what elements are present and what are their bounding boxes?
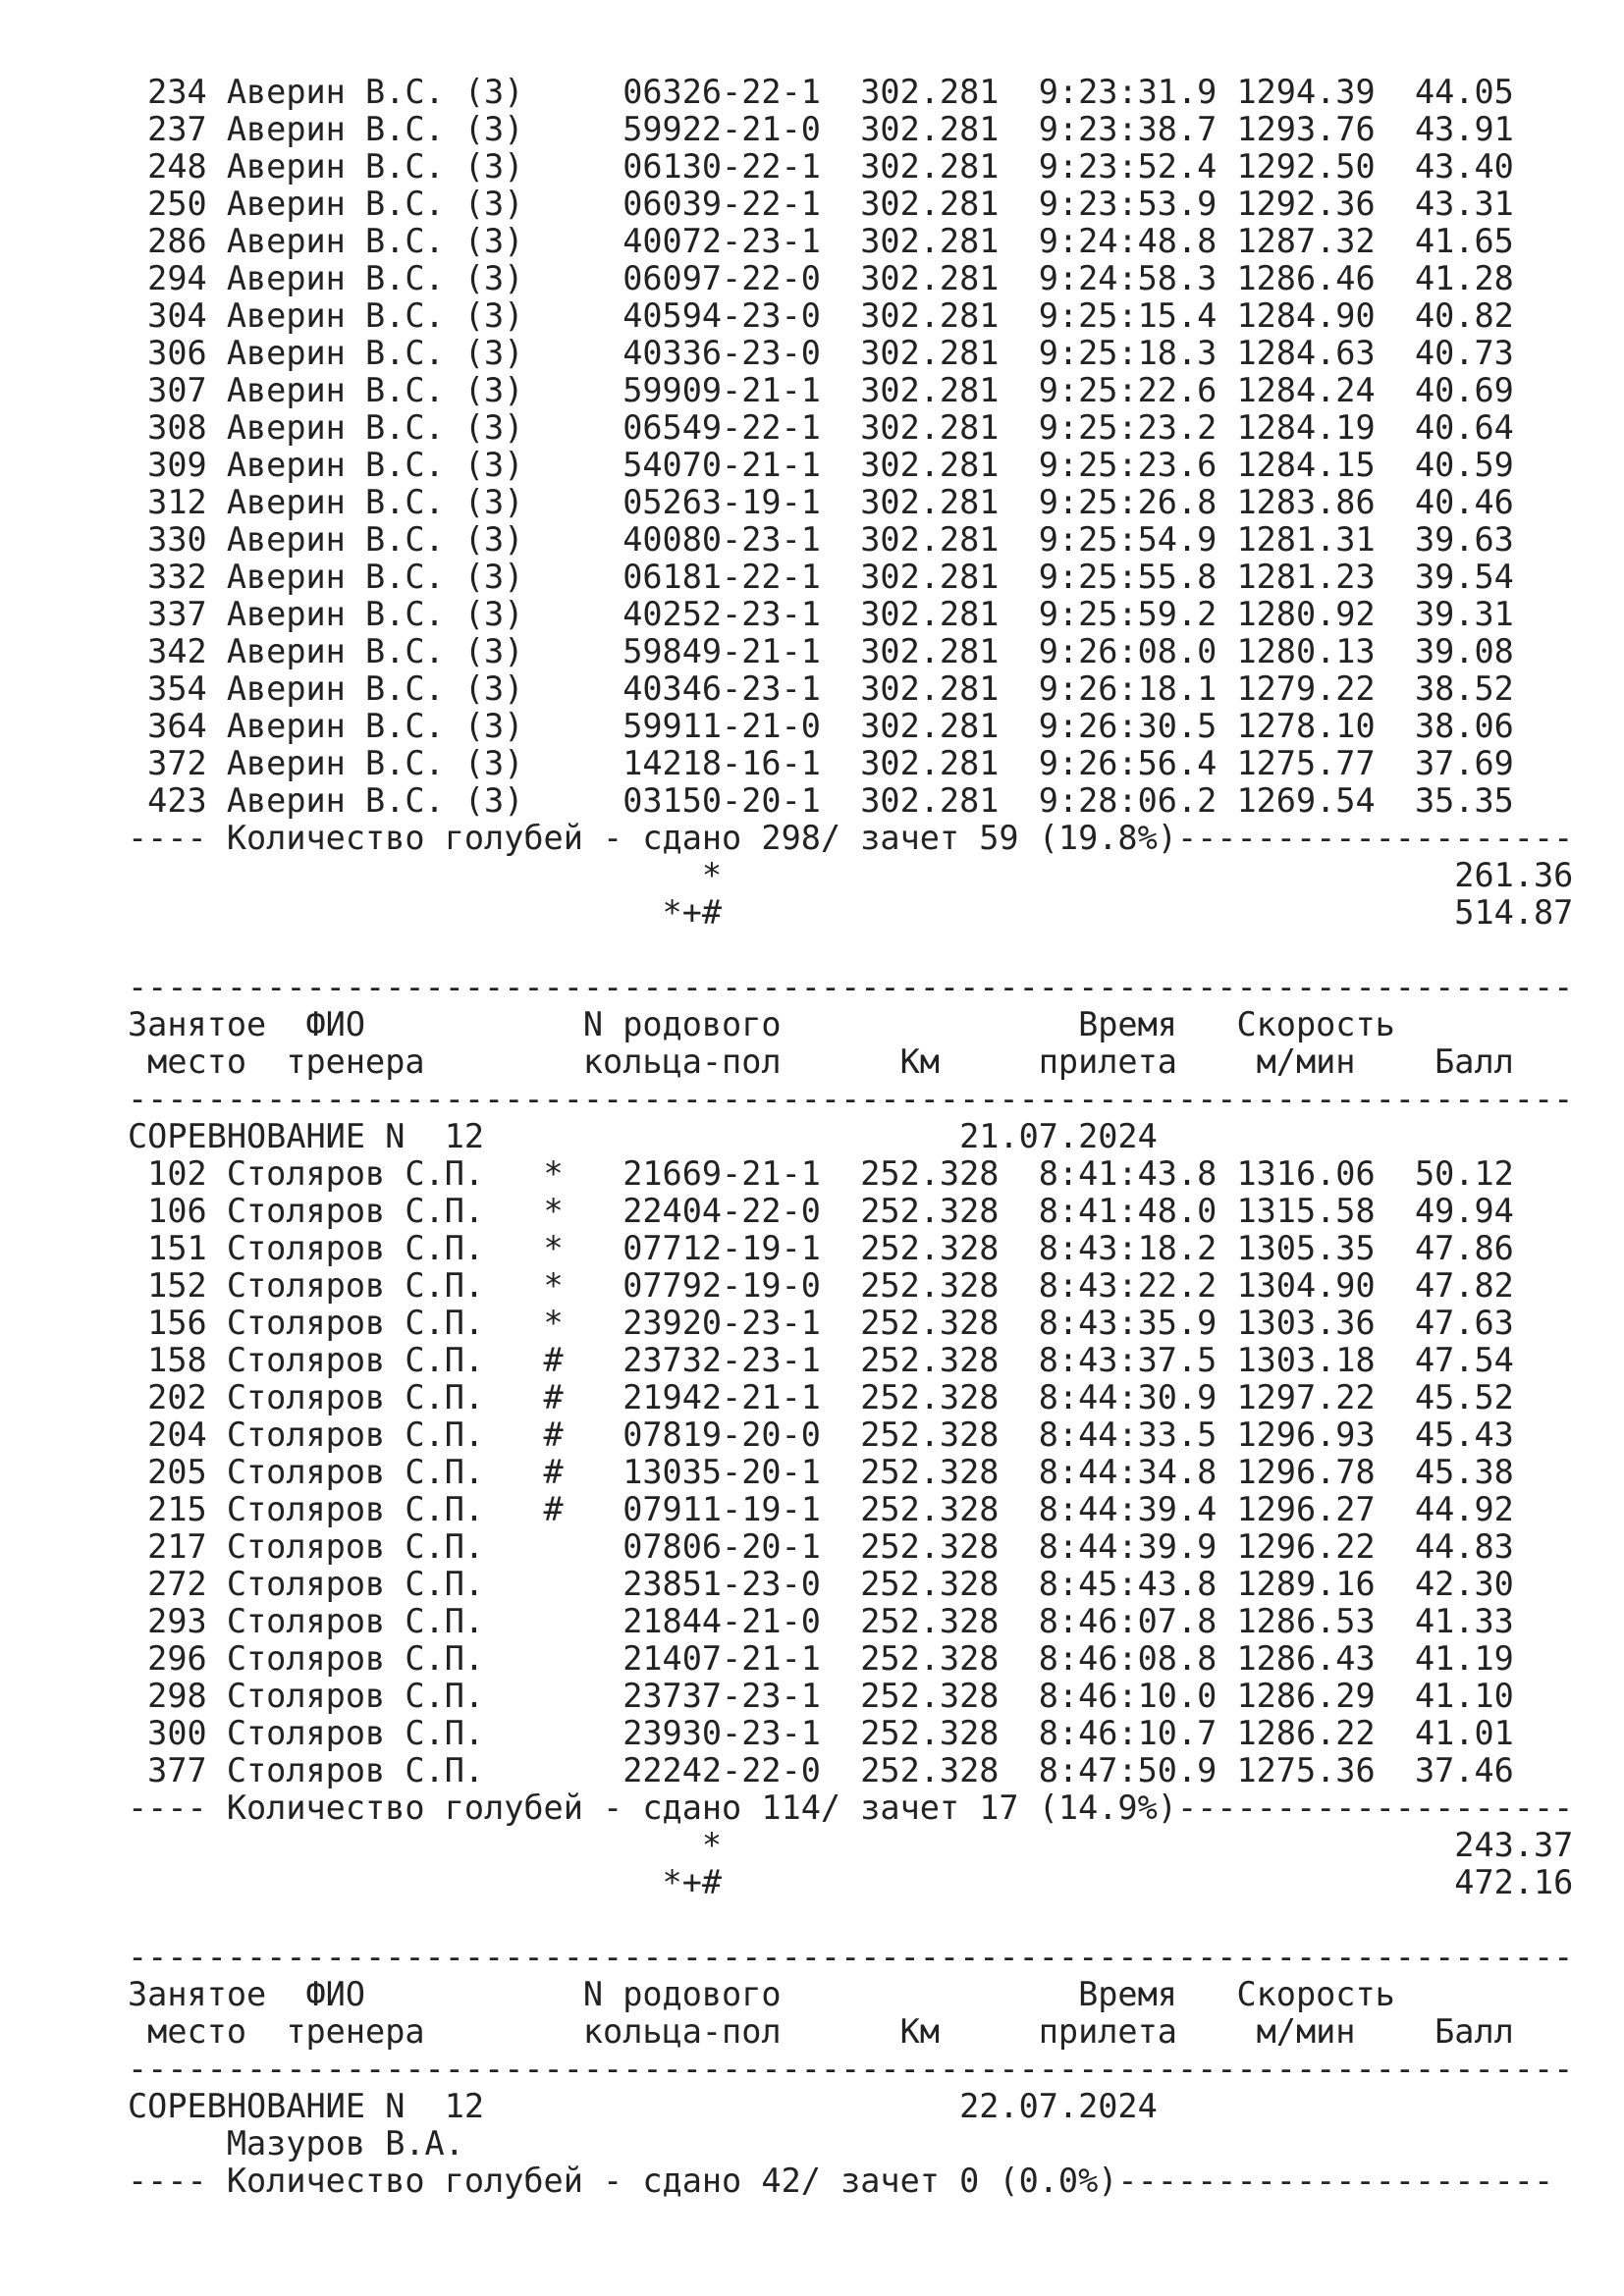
result-row: 298 Столяров С.П. 23737-23-1 252.328 8:46:10.0 1286.29 41.10 <box>128 1677 1514 1715</box>
result-row: 250 Аверин В.С. (З) 06039-22-1 302.281 9:23:53.9 1292.36 43.31 <box>128 185 1514 223</box>
trainer-name: Мазуров В.А. <box>128 2124 464 2163</box>
column-header: Занятое ФИО N родового Время Скорость <box>128 1975 1395 2013</box>
result-row: 377 Столяров С.П. 22242-22-0 252.328 8:47:50.9 1275.36 37.46 <box>128 1751 1514 1789</box>
result-row: 286 Аверин В.С. (З) 40072-23-1 302.281 9:24:48.8 1287.32 41.65 <box>128 222 1514 260</box>
result-row: 330 Аверин В.С. (З) 40080-23-1 302.281 9:25:54.9 1281.31 39.63 <box>128 520 1514 559</box>
result-row: 202 Столяров С.П. # 21942-21-1 252.328 8:44:30.9 1297.22 45.52 <box>128 1378 1514 1416</box>
divider: ------------------------------------------------------------------------- <box>128 968 1574 1006</box>
result-row: 342 Аверин В.С. (З) 59849-21-1 302.281 9:26:08.0 1280.13 39.08 <box>128 632 1514 670</box>
result-row: 158 Столяров С.П. # 23732-23-1 252.328 8:43:37.5 1303.18 47.54 <box>128 1341 1514 1379</box>
result-row: 152 Столяров С.П. * 07792-19-0 252.328 8:43:22.2 1304.90 47.82 <box>128 1266 1514 1305</box>
pigeon-count-summary: ---- Количество голубей - сдано 298/ зачет 59 (19.8%)-------------------- <box>128 819 1574 857</box>
result-row: 300 Столяров С.П. 23930-23-1 252.328 8:46:10.7 1286.22 41.01 <box>128 1714 1514 1752</box>
result-row: 304 Аверин В.С. (З) 40594-23-0 302.281 9:25:15.4 1284.90 40.82 <box>128 296 1514 335</box>
result-row: 217 Столяров С.П. 07806-20-1 252.328 8:44:39.9 1296.22 44.83 <box>128 1527 1514 1566</box>
competition-title: СОРЕВНОВАНИЕ N 12 21.07.2024 <box>128 1117 1158 1155</box>
result-row: 272 Столяров С.П. 23851-23-0 252.328 8:45:43.8 1289.16 42.30 <box>128 1565 1514 1603</box>
result-row: 337 Аверин В.С. (З) 40252-23-1 302.281 9:25:59.2 1280.92 39.31 <box>128 595 1514 633</box>
result-row: 205 Столяров С.П. # 13035-20-1 252.328 8:44:34.8 1296.78 45.38 <box>128 1453 1514 1491</box>
result-row: 306 Аверин В.С. (З) 40336-23-0 302.281 9:25:18.3 1284.63 40.73 <box>128 334 1514 372</box>
result-row: 372 Аверин В.С. (З) 14218-16-1 302.281 9:26:56.4 1275.77 37.69 <box>128 744 1514 782</box>
result-row: 309 Аверин В.С. (З) 54070-21-1 302.281 9:25:23.6 1284.15 40.59 <box>128 446 1514 484</box>
result-row: 293 Столяров С.П. 21844-21-0 252.328 8:46:07.8 1286.53 41.33 <box>128 1602 1514 1640</box>
result-row: 156 Столяров С.П. * 23920-23-1 252.328 8:43:35.9 1303.36 47.63 <box>128 1304 1514 1342</box>
result-row: 294 Аверин В.С. (З) 06097-22-0 302.281 9:24:58.3 1286.46 41.28 <box>128 259 1514 297</box>
result-row: 332 Аверин В.С. (З) 06181-22-1 302.281 9:25:55.8 1281.23 39.54 <box>128 558 1514 596</box>
stars-total: * 261.36 <box>128 856 1574 894</box>
result-row: 151 Столяров С.П. * 07712-19-1 252.328 8:43:18.2 1305.35 47.86 <box>128 1229 1514 1267</box>
result-row: 308 Аверин В.С. (З) 06549-22-1 302.281 9:25:23.2 1284.19 40.64 <box>128 408 1514 447</box>
result-row: 204 Столяров С.П. # 07819-20-0 252.328 8:44:33.5 1296.93 45.43 <box>128 1415 1514 1454</box>
result-row: 312 Аверин В.С. (З) 05263-19-1 302.281 9:25:26.8 1283.86 40.46 <box>128 483 1514 521</box>
stars-total: * 243.37 <box>128 1826 1574 1864</box>
all-marks-total: *+# 514.87 <box>128 893 1574 932</box>
result-row: 234 Аверин В.С. (З) 06326-22-1 302.281 9:23:31.9 1294.39 44.05 <box>128 73 1514 111</box>
divider: ------------------------------------------------------------------------- <box>128 2050 1574 2088</box>
all-marks-total: *+# 472.16 <box>128 1863 1574 1901</box>
column-header: место тренера кольца-пол Км прилета м/мин Балл <box>128 1042 1514 1081</box>
column-header: Занятое ФИО N родового Время Скорость <box>128 1005 1395 1043</box>
divider: ------------------------------------------------------------------------- <box>128 1080 1574 1118</box>
result-row: 296 Столяров С.П. 21407-21-1 252.328 8:46:08.8 1286.43 41.19 <box>128 1639 1514 1678</box>
result-row: 364 Аверин В.С. (З) 59911-21-0 302.281 9:26:30.5 1278.10 38.06 <box>128 707 1514 745</box>
pigeon-count-summary: ---- Количество голубей - сдано 114/ зачет 17 (14.9%)-------------------- <box>128 1789 1574 1827</box>
competition-title: СОРЕВНОВАНИЕ N 12 22.07.2024 <box>128 2087 1158 2125</box>
divider: ------------------------------------------------------------------------- <box>128 1938 1574 1976</box>
result-row: 354 Аверин В.С. (З) 40346-23-1 302.281 9:26:18.1 1279.22 38.52 <box>128 669 1514 708</box>
pigeon-count-summary: ---- Количество голубей - сдано 42/ зачет 0 (0.0%)---------------------- <box>128 2162 1554 2200</box>
column-header: место тренера кольца-пол Км прилета м/мин Балл <box>128 2012 1514 2051</box>
result-row: 215 Столяров С.П. # 07911-19-1 252.328 8:44:39.4 1296.27 44.92 <box>128 1490 1514 1528</box>
result-row: 307 Аверин В.С. (З) 59909-21-1 302.281 9:25:22.6 1284.24 40.69 <box>128 371 1514 409</box>
result-row: 102 Столяров С.П. * 21669-21-1 252.328 8:41:43.8 1316.06 50.12 <box>128 1154 1514 1193</box>
result-row: 248 Аверин В.С. (З) 06130-22-1 302.281 9:23:52.4 1292.50 43.40 <box>128 147 1514 186</box>
result-row: 237 Аверин В.С. (З) 59922-21-0 302.281 9:23:38.7 1293.76 43.91 <box>128 110 1514 148</box>
result-row: 106 Столяров С.П. * 22404-22-0 252.328 8:41:48.0 1315.58 49.94 <box>128 1192 1514 1230</box>
result-row: 423 Аверин В.С. (З) 03150-20-1 302.281 9:28:06.2 1269.54 35.35 <box>128 781 1514 820</box>
